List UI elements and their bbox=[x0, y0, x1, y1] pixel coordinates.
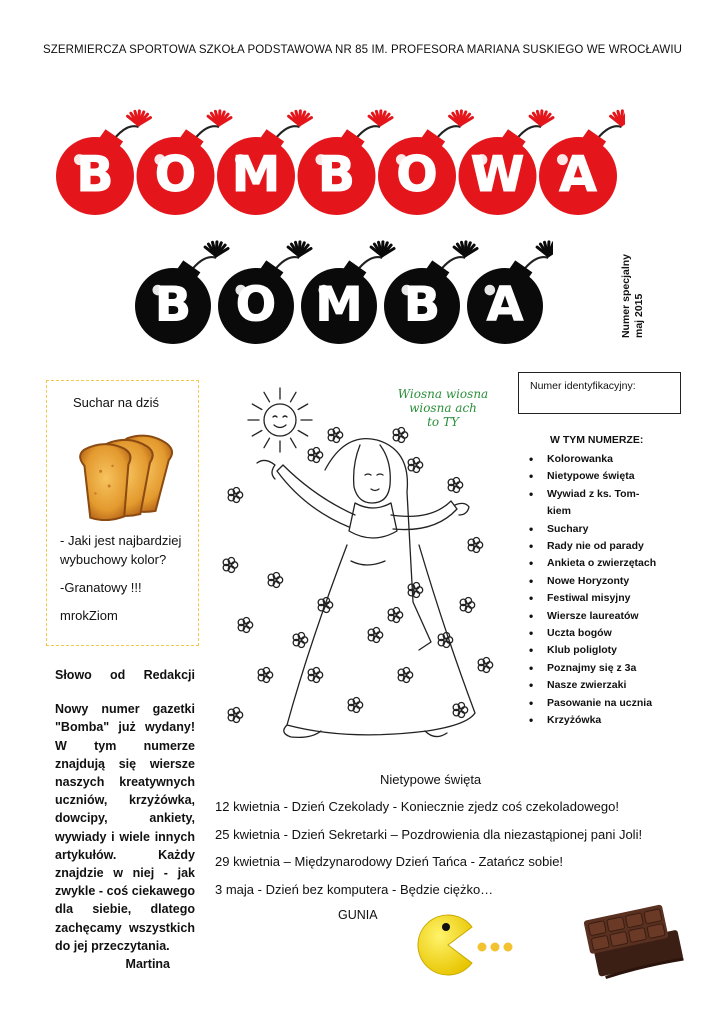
id-number-box bbox=[518, 372, 681, 414]
holidays-title: Nietypowe święta bbox=[380, 772, 482, 787]
joke-title: Suchar na dziś bbox=[73, 395, 159, 410]
toc-title: W TYM NUMERZE: bbox=[550, 434, 644, 446]
toc-item: • Wywiad z ks. Tom- kiem bbox=[522, 486, 692, 521]
masthead-letter: A bbox=[486, 277, 524, 333]
joke-author: mrokZiom bbox=[60, 608, 118, 623]
flower-icon bbox=[388, 608, 403, 623]
flower-icon bbox=[453, 703, 468, 718]
flower-icon bbox=[408, 583, 423, 598]
issue-label bbox=[609, 240, 657, 352]
bomb-icon bbox=[135, 242, 228, 344]
flower-icon bbox=[398, 668, 413, 683]
toc-item: • Nowe Horyzonty bbox=[522, 573, 692, 590]
holidays-list bbox=[215, 798, 642, 908]
editorial-body: Nowy numer gazetki "Bomba" już wydany! W tym numerze znajdują się wiersze naszych kreatywnych uczniów, krzyżówka, dowcipy, ankiety, wywiady i wiele innych artykułów. Każdy znajdzie w niej - jak zwykle - coś ciekawego dla siebie, dlatego zachęcamy wszystkich do jej przeczytania. bbox=[55, 702, 195, 953]
bomb-icon bbox=[298, 111, 392, 215]
joke-answer: -Granatowy !!! bbox=[60, 580, 142, 595]
bomb-icon bbox=[384, 242, 477, 344]
flower-icon bbox=[328, 428, 343, 443]
toc-item: • Klub poligloty bbox=[522, 642, 692, 659]
flower-icon bbox=[228, 488, 243, 503]
editorial bbox=[55, 666, 195, 973]
toc-item: • Kolorowanka bbox=[522, 451, 692, 468]
toast-image bbox=[65, 431, 177, 521]
flower-icon bbox=[308, 448, 323, 463]
toc-item: • Nietypowe święta bbox=[522, 468, 692, 485]
flower-icon bbox=[238, 618, 253, 633]
chocolate-image bbox=[578, 893, 688, 983]
holidays-author: GUNIA bbox=[338, 908, 378, 922]
flower-icon bbox=[228, 708, 243, 723]
masthead-letter: B bbox=[76, 146, 114, 203]
holiday-line: 12 kwietnia - Dzień Czekolady - Koniecznie zjedz coś czekoladowego! bbox=[215, 799, 619, 814]
masthead-letter: B bbox=[317, 146, 356, 203]
pacman-icon bbox=[410, 905, 520, 985]
masthead-letter: B bbox=[403, 277, 441, 333]
masthead-letter: M bbox=[231, 146, 281, 203]
toc-item: • Uczta bogów bbox=[522, 625, 692, 642]
editorial-signature: Martina bbox=[125, 957, 170, 972]
joke-box bbox=[46, 380, 199, 646]
holiday-line: 3 maja - Dzień bez komputera - Będzie ciężko… bbox=[215, 881, 494, 897]
toc-item: • Festiwal misyjny bbox=[522, 590, 692, 607]
toc-item: • Nasze zwierzaki bbox=[522, 677, 692, 694]
issue-date: maj 2015 bbox=[633, 293, 645, 339]
masthead-bombowa bbox=[55, 88, 625, 223]
flower-icon bbox=[348, 698, 363, 713]
bomb-icon bbox=[539, 111, 625, 215]
school-header: SZERMIERCZA SPORTOWA SZKOŁA PODSTAWOWA NR 85 IM. PROFESORA MARIANA SUSKIEGO WE WROCŁAWIU bbox=[42, 44, 683, 56]
toc-item: • Suchary bbox=[522, 521, 692, 538]
flower-icon bbox=[478, 658, 493, 673]
masthead-letter: O bbox=[396, 146, 438, 203]
toc-item: • Pasowanie na ucznia bbox=[522, 695, 692, 712]
flower-icon bbox=[393, 428, 408, 443]
bomb-icon bbox=[467, 242, 553, 344]
id-number-label: Numer identyfikacyjny: bbox=[530, 380, 636, 392]
bomb-icon bbox=[301, 242, 394, 344]
holiday-line: 25 kwietnia - Dzień Sekretarki – Pozdrowienia dla niezastąpionej pani Joli! bbox=[215, 826, 643, 842]
flower-icon bbox=[408, 458, 423, 473]
toc-item: • Wiersze laureatów bbox=[522, 608, 692, 625]
masthead-bomba bbox=[133, 230, 553, 350]
toc-list bbox=[522, 451, 692, 730]
flower-icon bbox=[308, 668, 323, 683]
toc-item: • Rady nie od parady bbox=[522, 538, 692, 555]
toc-item: • Krzyżówka bbox=[522, 712, 692, 729]
bomb-icon bbox=[459, 111, 553, 215]
flower-icon bbox=[293, 633, 308, 648]
flower-icon bbox=[468, 538, 483, 553]
joke-question: - Jaki jest najbardziej wybuchowy kolor? bbox=[60, 533, 182, 567]
bomb-icon bbox=[137, 111, 231, 215]
bomb-icon bbox=[378, 111, 472, 215]
spring-coloring-illustration bbox=[205, 375, 505, 765]
toc-item: • Poznajmy się z 3a bbox=[522, 660, 692, 677]
issue-type: Numer specjalny bbox=[620, 253, 632, 339]
flower-icon bbox=[460, 598, 475, 613]
flower-icon bbox=[258, 668, 273, 683]
flower-icon bbox=[223, 558, 238, 573]
sun-icon bbox=[248, 388, 312, 452]
bomb-icon bbox=[217, 111, 311, 215]
bomb-icon bbox=[56, 111, 150, 215]
masthead-letter: W bbox=[470, 146, 525, 203]
masthead-letter: O bbox=[235, 277, 277, 333]
holiday-line: 29 kwietnia – Międzynarodowy Dzień Tańca - Zatańcz sobie! bbox=[215, 854, 564, 869]
masthead-letter: A bbox=[559, 146, 597, 203]
masthead-letter: B bbox=[154, 277, 192, 333]
flower-icon bbox=[368, 628, 383, 643]
bomb-icon bbox=[218, 242, 311, 344]
flower-icon bbox=[448, 478, 463, 493]
editorial-title: Słowo od Redakcji bbox=[55, 668, 195, 682]
table-of-contents bbox=[522, 434, 692, 730]
toc-item: • Ankieta o zwierzętach bbox=[522, 555, 692, 572]
spring-caption: Wiosna wiosna wiosna ach to TY bbox=[397, 387, 489, 429]
masthead-letter: O bbox=[154, 146, 197, 203]
masthead-letter: M bbox=[315, 277, 363, 333]
flower-icon bbox=[268, 573, 283, 588]
